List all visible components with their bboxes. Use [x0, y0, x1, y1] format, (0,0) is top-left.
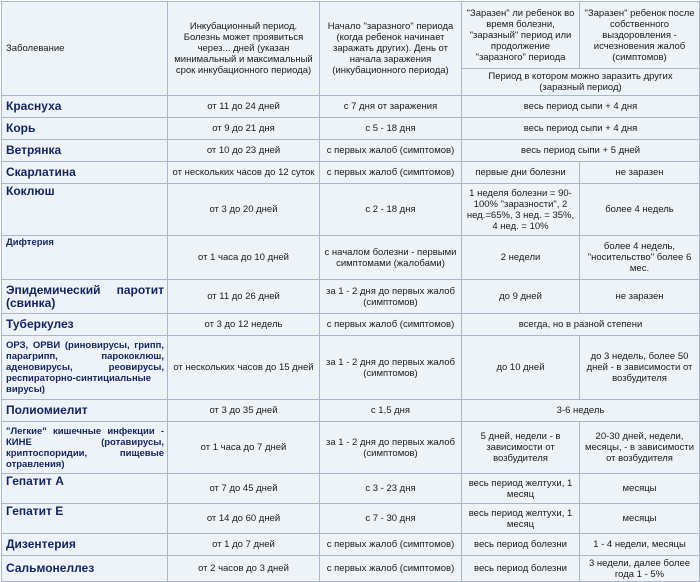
after-recovery-cell: 1 - 4 недели, месяцы	[580, 534, 700, 556]
disease-name: ОРЗ, ОРВИ (риновирусы, грипп, парагрипп, парококлюш, аденовирусы, реовирусы, респираторно-синтициальные вирусы)	[2, 336, 168, 400]
incubation-cell: от 11 до 26 дней	[168, 280, 320, 314]
table-row	[2, 534, 700, 556]
contagious-start-cell: с первых жалоб (симптомов)	[320, 314, 462, 336]
disease-name: Сальмонеллез	[2, 556, 168, 582]
during-illness-cell: весь период желтухи, 1 месяц	[462, 504, 580, 534]
disease-name: Краснуха	[2, 96, 168, 118]
after-recovery-cell: месяцы	[580, 504, 700, 534]
contagious-start-cell: с 2 - 18 дня	[320, 184, 462, 236]
disease-name: Полиомиелит	[2, 400, 168, 422]
disease-name: Корь	[2, 118, 168, 140]
contagious-start-cell: с первых жалоб (симптомов)	[320, 140, 462, 162]
header-contagious-start: Начало "заразного" периода (когда ребенок начинает заражать других). День от начала заражения (инкубационного периода)	[320, 2, 462, 96]
incubation-cell: от 11 до 24 дней	[168, 96, 320, 118]
disease-name: Скарлатина	[2, 162, 168, 184]
during-illness-cell: до 9 дней	[462, 280, 580, 314]
contagious-start-cell: с первых жалоб (симптомов)	[320, 556, 462, 582]
table-row	[2, 474, 700, 504]
table-row	[2, 504, 700, 534]
after-recovery-cell: более 4 недель, "носительство" более 6 мес.	[580, 236, 700, 280]
table-row	[2, 280, 700, 314]
contagious-start-cell: за 1 - 2 дня до первых жалоб (симптомов)	[320, 422, 462, 474]
during-illness-cell: весь период болезни	[462, 534, 580, 556]
contagious-start-cell: за 1 - 2 дня до первых жалоб (симптомов)	[320, 336, 462, 400]
after-recovery-cell: месяцы	[580, 474, 700, 504]
contagious-start-cell: с 1,5 дня	[320, 400, 462, 422]
during-illness-cell: 2 недели	[462, 236, 580, 280]
disease-name: Ветрянка	[2, 140, 168, 162]
incubation-cell: от 3 до 20 дней	[168, 184, 320, 236]
incubation-cell: от 1 до 7 дней	[168, 534, 320, 556]
disease-name: "Легкие" кишечные инфекции - КИНЕ (ротавирусы, криптоспоридии, пищевые отравления)	[2, 422, 168, 474]
contagious-start-cell: с началом болезни - первыми симптомами (жалобами)	[320, 236, 462, 280]
table-row	[2, 184, 700, 236]
contagious-start-cell: с первых жалоб (симптомов)	[320, 534, 462, 556]
header-disease: Заболевание	[2, 2, 168, 96]
table-row	[2, 314, 700, 336]
disease-name: Гепатит А	[2, 474, 168, 504]
during-illness-cell: 5 дней, недели - в зависимости от возбудителя	[462, 422, 580, 474]
table-row	[2, 400, 700, 422]
during-illness-cell: первые дни болезни	[462, 162, 580, 184]
header-row	[2, 2, 700, 69]
disease-name: Коклюш	[2, 184, 168, 236]
incubation-cell: от 3 до 35 дней	[168, 400, 320, 422]
header-during-illness: "Заразен" ли ребенок во время болезни, "заразный" период или продолжение "заразного" периода	[462, 2, 580, 69]
contagious-start-cell: за 1 - 2 дня до первых жалоб (симптомов)	[320, 280, 462, 314]
contagious-start-cell: с 7 - 30 дня	[320, 504, 462, 534]
after-recovery-cell: 20-30 дней, недели, месяцы, - в зависимости от возбудителя	[580, 422, 700, 474]
incubation-cell: от 9 до 21 дня	[168, 118, 320, 140]
incubation-cell: от 14 до 60 дней	[168, 504, 320, 534]
disease-name: Дизентерия	[2, 534, 168, 556]
table-row	[2, 118, 700, 140]
disease-name: Дифтерия	[2, 236, 168, 280]
after-recovery-cell: 3 недели, далее более года 1 - 5%	[580, 556, 700, 582]
after-recovery-cell: до 3 недель, более 50 дней - в зависимости от возбудителя	[580, 336, 700, 400]
table-row	[2, 162, 700, 184]
infectious-period-cell: весь период сыпи + 4 дня	[462, 118, 700, 140]
during-illness-cell: до 10 дней	[462, 336, 580, 400]
disease-name: Туберкулез	[2, 314, 168, 336]
incubation-cell: от 7 до 45 дней	[168, 474, 320, 504]
incubation-cell: от 1 часа до 7 дней	[168, 422, 320, 474]
after-recovery-cell: не заразен	[580, 280, 700, 314]
during-illness-cell: 1 неделя болезни = 90-100% "заразности", 2 нед.=65%, 3 нед. = 35%, 4 нед. = 10%	[462, 184, 580, 236]
table-row	[2, 422, 700, 474]
after-recovery-cell: более 4 недель	[580, 184, 700, 236]
during-illness-cell: весь период желтухи, 1 месяц	[462, 474, 580, 504]
infection-table	[1, 1, 700, 582]
table-row	[2, 236, 700, 280]
disease-name: Эпидемический паротит (свинка)	[2, 280, 168, 314]
disease-name: Гепатит Е	[2, 504, 168, 534]
header-infectious-period: Период в котором можно заразить других (заразный период)	[462, 69, 700, 96]
table-row	[2, 140, 700, 162]
incubation-cell: от 3 до 12 недель	[168, 314, 320, 336]
incubation-cell: от 1 часа до 10 дней	[168, 236, 320, 280]
infectious-period-cell: весь период сыпи + 5 дней	[462, 140, 700, 162]
infectious-period-cell: всегда, но в разной степени	[462, 314, 700, 336]
contagious-start-cell: с 3 - 23 дня	[320, 474, 462, 504]
contagious-start-cell: с первых жалоб (симптомов)	[320, 162, 462, 184]
table-row	[2, 556, 700, 582]
incubation-cell: от 2 часов до 3 дней	[168, 556, 320, 582]
contagious-start-cell: с 5 - 18 дня	[320, 118, 462, 140]
header-after-recovery: "Заразен" ребенок после собственного выздоровления - исчезновения жалоб (симптомов)	[580, 2, 700, 69]
after-recovery-cell: не заразен	[580, 162, 700, 184]
during-illness-cell: весь период болезни	[462, 556, 580, 582]
infectious-period-cell: 3-6 недель	[462, 400, 700, 422]
infectious-period-cell: весь период сыпи + 4 дня	[462, 96, 700, 118]
incubation-cell: от нескольких часов до 15 дней	[168, 336, 320, 400]
table-row	[2, 336, 700, 400]
incubation-cell: от нескольких часов до 12 суток	[168, 162, 320, 184]
table-row	[2, 96, 700, 118]
incubation-cell: от 10 до 23 дней	[168, 140, 320, 162]
contagious-start-cell: с 7 дня от заражения	[320, 96, 462, 118]
header-incubation: Инкубационный период. Болезнь может проявиться через... дней (указан минимальный и максимальный срок инкубационного периода)	[168, 2, 320, 96]
